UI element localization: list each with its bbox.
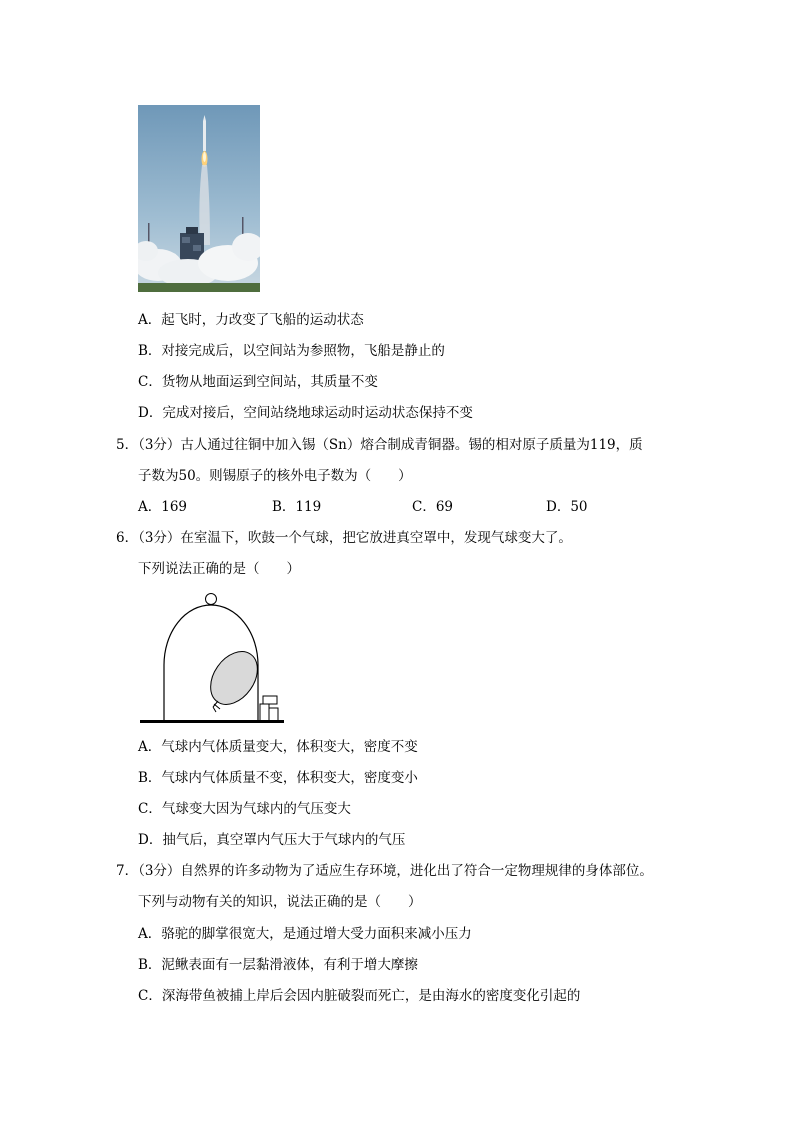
rocket-launch-photo	[138, 105, 260, 292]
q5-option-d: D．50	[546, 499, 588, 515]
q7-option-a: A．骆驼的脚掌很宽大，是通过增大受力面积来减小压力	[138, 926, 472, 942]
q5-option-c: C．69	[412, 499, 454, 515]
bell-jar-balloon-diagram	[136, 590, 288, 724]
q7-option-b: B．泥鳅表面有一层黏滑液体，有利于增大摩擦	[138, 957, 418, 973]
q7-stem-line2: 下列与动物有关的知识，说法正确的是（ ）	[138, 894, 422, 910]
q6-option-a: A．气球内气体质量变大，体积变大，密度不变	[138, 739, 418, 755]
q5-option-a: A．169	[138, 499, 188, 515]
q4-option-c: C．货物从地面运到空间站，其质量不变	[138, 374, 378, 390]
q5-option-b: B．119	[272, 499, 322, 515]
q4-option-a: A．起飞时，力改变了飞船的运动状态	[138, 312, 364, 328]
q6-stem-line2: 下列说法正确的是（ ）	[138, 561, 300, 577]
q4-option-d: D．完成对接后，空间站绕地球运动时运动状态保持不变	[138, 405, 473, 421]
q6-option-d: D．抽气后，真空罩内气压大于气球内的气压	[138, 832, 406, 848]
q6-option-b: B．气球内气体质量不变，体积变大，密度变小	[138, 770, 418, 786]
q6-option-c: C．气球变大因为气球内的气压变大	[138, 801, 351, 817]
q6-stem-line1: 6．（3分）在室温下，吹鼓一个气球，把它放进真空罩中，发现气球变大了。	[116, 530, 572, 546]
q5-stem-line1: 5．（3分）古人通过往铜中加入锡（Sn）熔合制成青铜器。锡的相对原子质量为119，质	[116, 437, 643, 453]
q7-option-c: C．深海带鱼被捕上岸后会因内脏破裂而死亡，是由海水的密度变化引起的	[138, 988, 581, 1004]
q4-option-b: B．对接完成后，以空间站为参照物，飞船是静止的	[138, 343, 445, 359]
q7-stem-line1: 7．（3分）自然界的许多动物为了适应生存环境，进化出了符合一定物理规律的身体部位。	[116, 863, 653, 879]
q5-stem-line2: 子数为50。则锡原子的核外电子数为（ ）	[138, 468, 412, 484]
